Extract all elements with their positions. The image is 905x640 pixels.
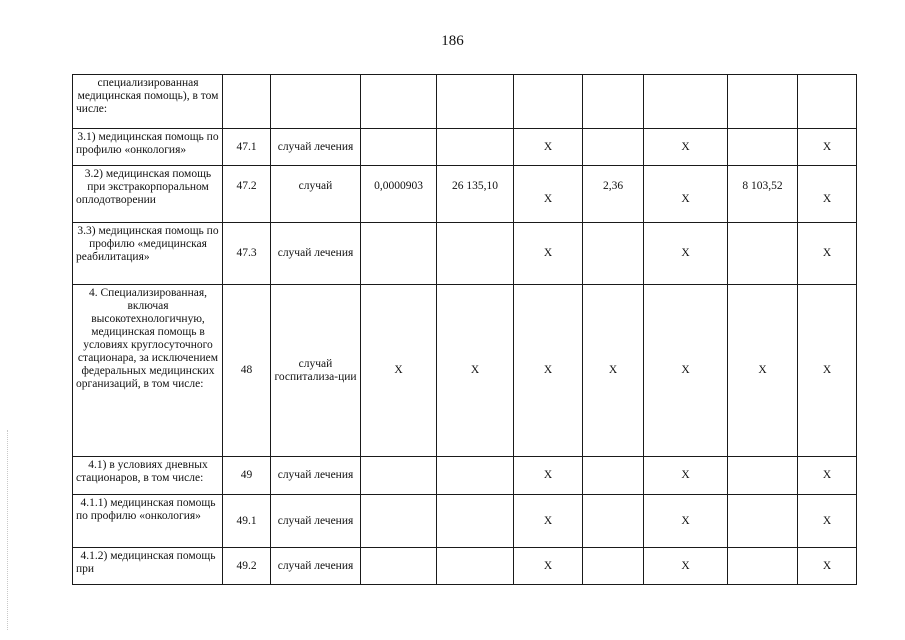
cell-col7	[583, 129, 644, 166]
cell-col6: X	[514, 495, 583, 548]
cell-col8: X	[644, 495, 728, 548]
cell-col4: 0,0000903	[361, 166, 437, 223]
row-description: 4. Специализированная, включая высокотехнологичную, медицинская помощь в условиях круглосуточного стационара, за исключением федеральных медицинских организаций, в том числе:	[73, 285, 223, 457]
row-unit: случай	[271, 166, 361, 223]
cell-col7	[583, 548, 644, 585]
table-row	[73, 457, 857, 495]
cell-col10: X	[798, 223, 857, 285]
cell-col4	[361, 548, 437, 585]
cell-col8: X	[644, 129, 728, 166]
table-row	[73, 129, 857, 166]
row-description: 4.1) в условиях дневных стационаров, в том числе:	[73, 457, 223, 495]
row-unit: случай лечения	[271, 223, 361, 285]
table-row	[73, 495, 857, 548]
cell-col8: X	[644, 285, 728, 457]
row-description: 3.2) медицинская помощь при экстракорпоральном оплодотворении	[73, 166, 223, 223]
cell-col7	[583, 223, 644, 285]
cell-col8: X	[644, 223, 728, 285]
cell-col8: X	[644, 166, 728, 223]
cell-col9	[728, 75, 798, 129]
row-unit: случай лечения	[271, 495, 361, 548]
cell-col10: X	[798, 457, 857, 495]
row-code: 47.3	[223, 223, 271, 285]
table-row	[73, 285, 857, 457]
cell-col6: X	[514, 223, 583, 285]
cell-col4	[361, 75, 437, 129]
table-row	[73, 166, 857, 223]
cell-col6: X	[514, 548, 583, 585]
row-description: специализированная медицинская помощь), в том числе:	[73, 75, 223, 129]
row-unit: случай госпитализа-ции	[271, 285, 361, 457]
cell-col10	[798, 75, 857, 129]
data-table	[72, 74, 857, 585]
cell-col6	[514, 75, 583, 129]
cell-col7	[583, 75, 644, 129]
row-code: 49.1	[223, 495, 271, 548]
cell-col9	[728, 129, 798, 166]
cell-col10: X	[798, 495, 857, 548]
cell-col6: X	[514, 129, 583, 166]
cell-col5	[437, 548, 514, 585]
cell-col6: X	[514, 166, 583, 223]
cell-col5: X	[437, 285, 514, 457]
row-description: 3.1) медицинская помощь по профилю «онкология»	[73, 129, 223, 166]
row-unit	[271, 75, 361, 129]
cell-col10: X	[798, 129, 857, 166]
cell-col7	[583, 457, 644, 495]
row-description: 4.1.1) медицинская помощь по профилю «онкология»	[73, 495, 223, 548]
cell-col10: X	[798, 166, 857, 223]
row-code: 47.1	[223, 129, 271, 166]
cell-col9	[728, 495, 798, 548]
cell-col8	[644, 75, 728, 129]
row-unit: случай лечения	[271, 548, 361, 585]
table-row	[73, 223, 857, 285]
cell-col4	[361, 495, 437, 548]
row-code: 47.2	[223, 166, 271, 223]
row-code: 49	[223, 457, 271, 495]
cell-col5	[437, 129, 514, 166]
cell-col9	[728, 223, 798, 285]
cell-col6: X	[514, 285, 583, 457]
cell-col9	[728, 548, 798, 585]
cell-col7: 2,36	[583, 166, 644, 223]
row-unit: случай лечения	[271, 129, 361, 166]
table-row	[73, 75, 857, 129]
cell-col10: X	[798, 548, 857, 585]
row-code	[223, 75, 271, 129]
cell-col9	[728, 457, 798, 495]
cell-col4	[361, 457, 437, 495]
cell-col6: X	[514, 457, 583, 495]
row-description: 3.3) медицинская помощь по профилю «медицинская реабилитация»	[73, 223, 223, 285]
row-unit: случай лечения	[271, 457, 361, 495]
page-number: 186	[441, 33, 464, 49]
cell-col8: X	[644, 457, 728, 495]
table-row	[73, 548, 857, 585]
cell-col10: X	[798, 285, 857, 457]
scan-edge-mark	[7, 430, 9, 630]
cell-col5	[437, 223, 514, 285]
cell-col4	[361, 129, 437, 166]
cell-col5	[437, 457, 514, 495]
cell-col9: 8 103,52	[728, 166, 798, 223]
cell-col4	[361, 223, 437, 285]
row-code: 48	[223, 285, 271, 457]
cell-col4: X	[361, 285, 437, 457]
row-code: 49.2	[223, 548, 271, 585]
cell-col5	[437, 75, 514, 129]
cell-col8: X	[644, 548, 728, 585]
cell-col5	[437, 495, 514, 548]
cell-col9: X	[728, 285, 798, 457]
row-description: 4.1.2) медицинская помощь при	[73, 548, 223, 585]
cell-col7	[583, 495, 644, 548]
cell-col7: X	[583, 285, 644, 457]
cell-col5: 26 135,10	[437, 166, 514, 223]
